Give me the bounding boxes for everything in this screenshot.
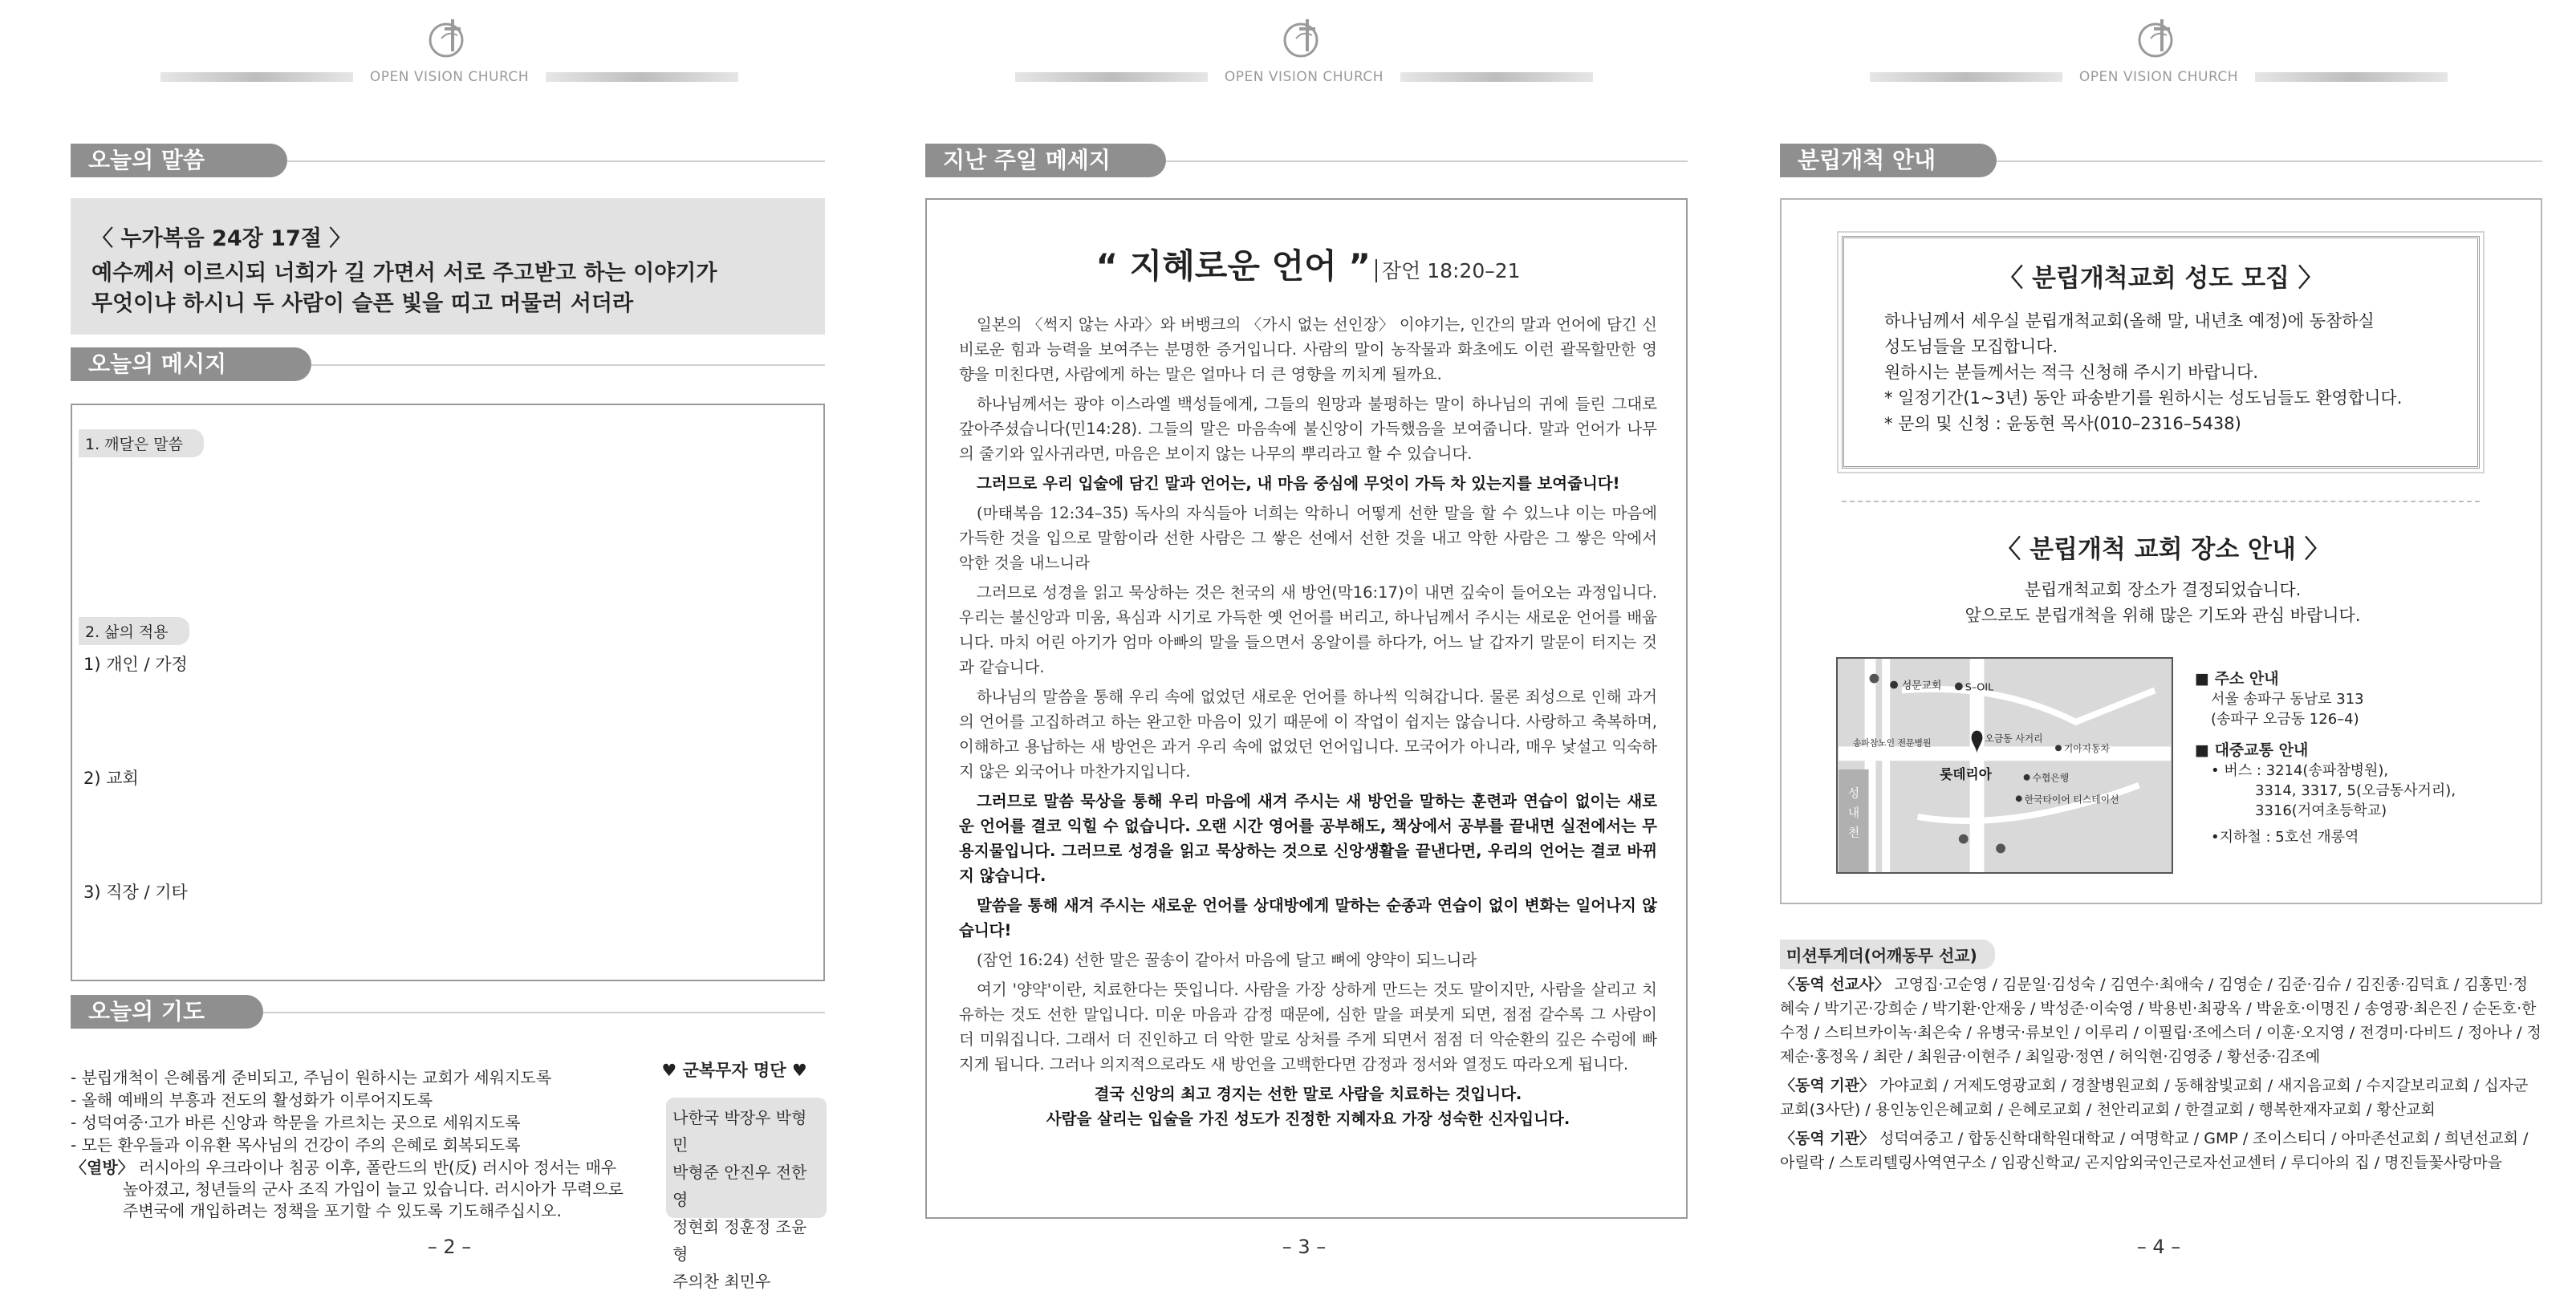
nations-text: 러시아의 우크라이나 침공 이후, 폴란드의 반(反) 러시아 정서는 매우 높아졌고, 청년들의 군사 조직 가입이 늘고 있습니다. 러시아가 무력으로 주변국에 개입하려는 정책을 포기할 수 있도록 기도해주십시오.: [123, 1158, 624, 1220]
map-label-market: 오금동 사거리: [1985, 733, 2043, 745]
location-line: 앞으로도 분립개척을 위해 많은 기도와 관심 바랍니다.: [1965, 606, 2361, 625]
military-list: [666, 1098, 827, 1291]
military-row: 정현회 정훈정 조윤형: [672, 1217, 807, 1264]
prayer-item: - 분립개척이 은혜롭게 준비되고, 주님이 원하시는 교회가 세워지도록: [71, 1068, 552, 1087]
map-label-tire: 한국타이어 티스테이션: [2024, 794, 2119, 806]
page-3: [887, 0, 1721, 1277]
church-logo-icon: [417, 14, 481, 63]
sermon-paragraph: (잠언 16:24) 선한 말은 꿀송이 같아서 마음에 달고 뼈에 양약이 되느니라: [977, 951, 1477, 969]
address-line: 서울 송파구 동남로 313: [2211, 691, 2364, 708]
church-brand: OPEN VISION CHURCH: [2078, 69, 2239, 85]
sermon-box: [925, 198, 1688, 1219]
mission-group-label: 〈동역 선교사〉: [1780, 976, 1890, 993]
sermon-closing-line: 결국 신앙의 최고 경지는 선한 말로 사람을 치료하는 것입니다.: [1094, 1085, 1522, 1103]
sermon-paragraph: 말씀을 통해 새겨 주시는 새로운 언어를 상대방에게 말하는 순종과 연습이 없이 변화는 일어나지 않습니다!: [959, 896, 1657, 940]
mission-group: [1780, 972, 2542, 1069]
address-info: [2195, 669, 2516, 847]
mission-group-text: 고영집·고순영 / 김문일·김성숙 / 김연수·최애숙 / 김영순 / 김준·김슈 / 김진종·김덕효 / 김홍민·정혜숙 / 박기곤·강희순 / 박기환·안재웅 / 박성준·이숙영 / 박용빈·최광옥 / 박윤호·이명진 / 송영광·최은진 / 순돈호·한수정 / 스티브카이녹·최은숙 / 유병국·류보인 / 이루리 / 이필립·조에스더 / 이훈·오지영 / 전경미·다비드 / 정아나 / 정제순·홍정옥 / 최란 / 최원금·이현주 / 최일광·정연 / 허익현·김영중 / 황선중·김조예: [1780, 976, 2541, 1066]
military-title: ♥ 군복무자 명단 ♥: [661, 1061, 807, 1080]
military-row: 나한국 박장우 박형민: [672, 1108, 807, 1155]
map-label-stream-3: 천: [1847, 826, 1860, 840]
military-row: 박형준 안진우 전한영: [672, 1163, 807, 1209]
mission-group-label: 〈동역 기관〉: [1780, 1077, 1875, 1094]
page-number: – 2 –: [427, 1236, 472, 1258]
sermon-paragraph: (마태복음 12:34–35) 독사의 자식들아 너희는 악하니 어떻게 선한 말을 할 수 있느냐 이는 마음에 가득한 것을 입으로 말함이라 선한 사람은 그 쌓은 선에서 선한 것을 내고 악한 사람은 그 쌓은 악에서 악한 것을 내느니라: [959, 504, 1657, 572]
sermon-paragraph: 여기 '양약'이란, 치료한다는 뜻입니다. 사람을 가장 상하게 만드는 것도 말이지만, 사람을 살리고 치유하는 것도 선한 말입니다. 미운 마음과 감정 때문에, 심한 말을 퍼붓게 되면, 점점 갈수록 그 사람이 더 미워집니다. 그래서 더 진인하고 더 악한 말로 상처를 주게 되면서 점점 더 악순환의 깊은 수렁에 빠지게 됩니다. 그러나 의지적으로라도 새 방언을 고백한다면 감정과 정서와 열정도 따라오게 됩니다.: [959, 980, 1657, 1074]
map-label-church: 성문교회: [1901, 680, 1942, 692]
prayer-nations: [71, 1157, 632, 1222]
location-description: [1782, 577, 2544, 628]
transit-line: 3316(거여초등학교): [2255, 802, 2387, 819]
map-label-kia: 기아자동차: [2063, 743, 2110, 755]
verse-reference: 〈 누가복음 24장 17절 〉: [91, 226, 351, 251]
map-label-lotteria: 롯데리아: [1940, 765, 1992, 782]
section-tab-last-sermon: 지난 주일 메세지: [925, 144, 1166, 177]
map-label-soil: S–OIL: [1965, 681, 1994, 694]
sermon-paragraph: 하나님께서는 광야 이스라엘 백성들에게, 그들의 원망과 불평하는 말이 하나님의 귀에 들린 그대로 갚아주셨습니다(민14:28). 그들의 말은 마음속에 불신앙이 가득했음을 보여줍니다. 말과 언어가 나무의 줄기와 잎사귀라면, 마음은 보이지 않는 나무의 뿌리라고 할 수 있습니다.: [959, 395, 1657, 463]
transit-line: 3314, 3317, 5(오금동사거리),: [2255, 782, 2456, 799]
recruit-line: 하나님께서 세우실 분립개척교회(올해 말, 내년초 예정)에 동참하실: [1884, 311, 2375, 331]
section-tab-prayer: 오늘의 기도: [71, 995, 263, 1029]
page-2: [32, 0, 867, 1291]
mission-group-text: 가야교회 / 거제도영광교회 / 경찰병원교회 / 동해참빛교회 / 새지음교회 / 수지갈보리교회 / 십자군교회(3사단) / 용인농인은혜교회 / 은혜로교회 / 천안리교회 / 한결교회 / 행복한재자교회 / 황산교회: [1780, 1077, 2529, 1118]
map-label-bank: 수협은행: [2032, 772, 2070, 784]
location-line: 분립개척교회 장소가 결정되었습니다.: [2024, 580, 2302, 599]
mission-group-label: 〈동역 기관〉: [1780, 1130, 1875, 1147]
mission-together-label: 미션투게더(어깨동무 선교): [1780, 940, 1995, 969]
location-title: 〈 분립개척 교회 장소 안내 〉: [1996, 535, 2330, 564]
page-header: [887, 14, 1721, 85]
map-label-stream-1: 성: [1847, 786, 1860, 801]
recruit-line: 원하시는 분들께서는 적극 신청해 주시기 바랍니다.: [1884, 363, 2259, 382]
military-row: 주의찬 최민우: [672, 1272, 771, 1291]
message-notes-box: [71, 404, 825, 981]
map-label-stream-2: 내: [1847, 806, 1860, 821]
mission-group: [1780, 1127, 2542, 1175]
church-logo-icon: [1272, 14, 1336, 63]
address-heading: ■ 주소 안내: [2195, 670, 2279, 688]
prayer-item: - 성덕여중·고가 바른 신앙과 학문을 가르치는 곳으로 세워지도록: [71, 1113, 521, 1132]
sermon-title-text: “ 지혜로운 언어 ”: [1095, 246, 1371, 286]
map-soil-marker: [1955, 683, 1963, 691]
sermon-paragraph: 일본의 〈썩지 않는 사과〉와 버뱅크의 〈가시 없는 선인장〉 이야기는, 인간의 말과 언어에 담긴 신비로운 힘과 능력을 보여주는 분명한 증거입니다. 사람의 말이 농작물과 화초에도 이런 괄목할만한 영향을 미친다면, 사람에게 하는 말은 얼마나 더 큰 영향을 끼치게 될까요.: [959, 315, 1657, 384]
map-church-marker: [1890, 681, 1898, 689]
apply-item-church: 2) 교회: [83, 769, 139, 788]
sermon-scripture-ref: 잠언 18:20–21: [1375, 259, 1521, 282]
address-line: (송파구 오금동 126–4): [2211, 711, 2359, 728]
sermon-paragraph: 그러므로 우리 입술에 담긴 말과 언어는, 내 마음 중심에 무엇이 가득 차 있는지를 보여줍니다!: [977, 474, 1620, 493]
sermon-paragraph: 하나님의 말씀을 통해 우리 속에 없었던 새로운 언어를 하나씩 익혀갑니다. 물론 죄성으로 인해 과거의 언어를 고집하려고 하는 완고한 마음이 있기 때문에 이 작업이 쉽지는 않습니다. 사랑하고 축복하며, 이해하고 용납하는 새 방언은 과거 우리 속에 없었던 언어입니다. 모국어가 아니라, 매우 낯설고 익숙하지 않은 외국어나 마찬가지입니다.: [959, 688, 1657, 781]
church-plant-box: [1780, 198, 2542, 904]
church-brand: OPEN VISION CHURCH: [1224, 69, 1384, 85]
prayer-list: [71, 1067, 632, 1223]
map-label-hospital: 송파참노인 전문병원: [1852, 737, 1932, 749]
transit-line: • 버스 : 3214(송파참병원),: [2211, 762, 2389, 779]
prayer-item: - 올해 예배의 부흥과 전도의 활성화가 이루어지도록: [71, 1090, 433, 1110]
transit-heading: ■ 대중교통 안내: [2195, 741, 2309, 759]
sermon-paragraph: 그러므로 말씀 묵상을 통해 우리 마음에 새겨 주시는 새 방언을 말하는 훈련과 연습이 없이는 새로운 언어를 결코 익힐 수 없습니다. 오랜 시간 영어를 공부해도, 책상에서 공부를 끝내면 실전에서는 무용지물입니다. 그러므로 성경을 읽고 묵상하는 것으로 신앙생활을 끝낸다면, 우리의 언어는 결코 바뀌지 않습니다.: [959, 792, 1657, 885]
sermon-closing-line: 사람을 살리는 입술을 가진 성도가 진정한 지혜자요 가장 성숙한 신자입니다.: [1046, 1110, 1570, 1128]
recruit-box: [1842, 236, 2480, 469]
page-header: [1741, 14, 2576, 85]
recruit-title: 〈 분립개척교회 성도 모집 〉: [1998, 264, 2323, 293]
section-tab-message: 오늘의 메시지: [71, 347, 311, 381]
page-4: [1741, 0, 2576, 1277]
page-number: – 3 –: [1282, 1236, 1327, 1258]
sermon-body: [959, 312, 1657, 1131]
verse-box: [71, 198, 825, 335]
mission-partners: [1780, 972, 2542, 1179]
transit-line: •지하철 : 5호선 개롱역: [2211, 829, 2359, 846]
location-map: [1836, 657, 2173, 874]
mission-group-text: 성덕여중고 / 합동신학대학원대학교 / 여명학교 / GMP / 조이스티디 / 아마존선교회 / 희년선교회 / 아릴락 / 스토리텔링사역연구소 / 임광신학교/ 곤지암외국인근로자선교센터 / 루디아의 집 / 명진들꽃사랑마을: [1780, 1130, 2529, 1171]
apply-item-personal: 1) 개인 / 가정: [83, 655, 188, 674]
nations-label: 〈열방〉: [71, 1158, 134, 1177]
recruit-line: 성도님들을 모집합니다.: [1884, 337, 2058, 356]
realize-label: 1. 깨달은 말씀: [79, 429, 204, 457]
page-header: [32, 14, 867, 85]
apply-item-work: 3) 직장 / 기타: [83, 883, 188, 902]
verse-line: 무엇이냐 하시니 두 사람이 슬픈 빛을 띠고 머물러 서더라: [91, 291, 634, 316]
apply-label: 2. 삶의 적용: [79, 617, 189, 645]
recruit-line: * 일정기간(1~3년) 동안 파송받기를 원하시는 성도님들도 환영합니다.: [1884, 388, 2403, 408]
section-tab-church-plant: 분립개척 안내: [1780, 144, 1997, 177]
church-brand: OPEN VISION CHURCH: [369, 69, 530, 85]
church-logo-icon: [2127, 14, 2191, 63]
mission-group: [1780, 1074, 2542, 1122]
page-number: – 4 –: [2136, 1236, 2181, 1258]
sermon-title: [927, 240, 1689, 288]
section-tab-word: 오늘의 말씀: [71, 144, 287, 177]
verse-line: 예수께서 이르시되 너희가 길 가면서 서로 주고받고 하는 이야기가: [91, 261, 717, 286]
prayer-item: - 모든 환우들과 이유환 목사님의 건강이 주의 은혜로 회복되도록: [71, 1135, 521, 1155]
recruit-line: * 문의 및 신청 : 윤동현 목사(010–2316–5438): [1884, 414, 2241, 433]
sermon-paragraph: 그러므로 성경을 읽고 묵상하는 것은 천국의 새 방언(막16:17)이 내면 깊숙이 들어오는 과정입니다. 우리는 불신앙과 미움, 욕심과 시기로 가득한 옛 언어를 버리고, 하나님께서 주시는 새로운 언어를 배웁니다. 마치 어린 아기가 엄마 아빠의 말을 들으면서 옹알이를 하다가, 어느 날 갑자기 말문이 터지는 것과 같습니다.: [959, 583, 1657, 676]
